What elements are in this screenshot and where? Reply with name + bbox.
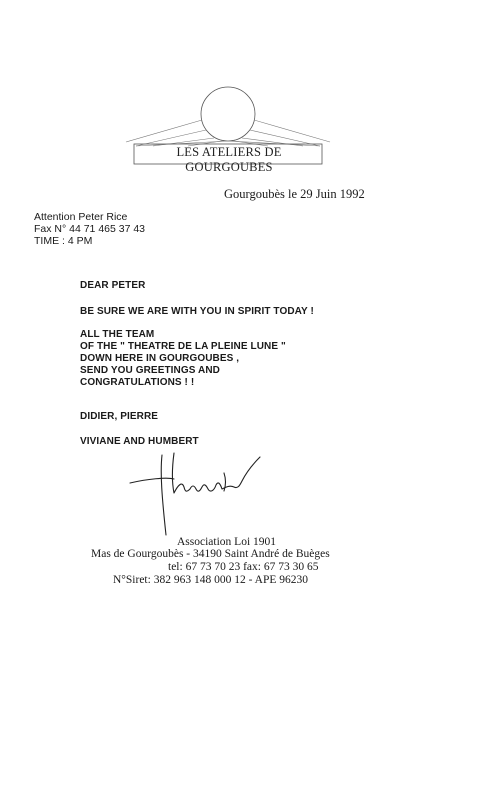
- handwritten-signature: [122, 443, 272, 538]
- siret-line: N°Siret: 382 963 148 000 12 - APE 96230: [113, 574, 308, 586]
- body-line: SEND YOU GREETINGS AND: [80, 365, 220, 376]
- signoff-names-2: VIVIANE AND HUMBERT: [80, 436, 199, 447]
- address-line: Mas de Gourgoubès - 34190 Saint André de Buèges: [91, 548, 330, 560]
- body-line: ALL THE TEAM: [80, 329, 155, 340]
- association-line: Association Loi 1901: [177, 536, 277, 548]
- salutation: DEAR PETER: [80, 280, 146, 291]
- contact-line: tel: 67 73 70 23 fax: 67 73 30 65: [168, 561, 319, 573]
- time-line: TIME : 4 PM: [34, 235, 93, 247]
- body-line-spirit: BE SURE WE ARE WITH YOU IN SPIRIT TODAY !: [80, 306, 314, 317]
- body-line: OF THE " THEATRE DE LA PLEINE LUNE ": [80, 341, 286, 352]
- body-line: DOWN HERE IN GOURGOUBES ,: [80, 353, 240, 364]
- date-line: Gourgoubès le 29 Juin 1992: [224, 187, 365, 201]
- signoff-names-1: DIDIER, PIERRE: [80, 411, 159, 422]
- attention-line: Attention Peter Rice: [34, 211, 128, 223]
- fax-number: Fax N° 44 71 465 37 43: [34, 223, 146, 235]
- company-name: LES ATELIERS DE GOURGOUBES: [176, 145, 282, 174]
- body-line: CONGRATULATIONS ! !: [80, 377, 195, 388]
